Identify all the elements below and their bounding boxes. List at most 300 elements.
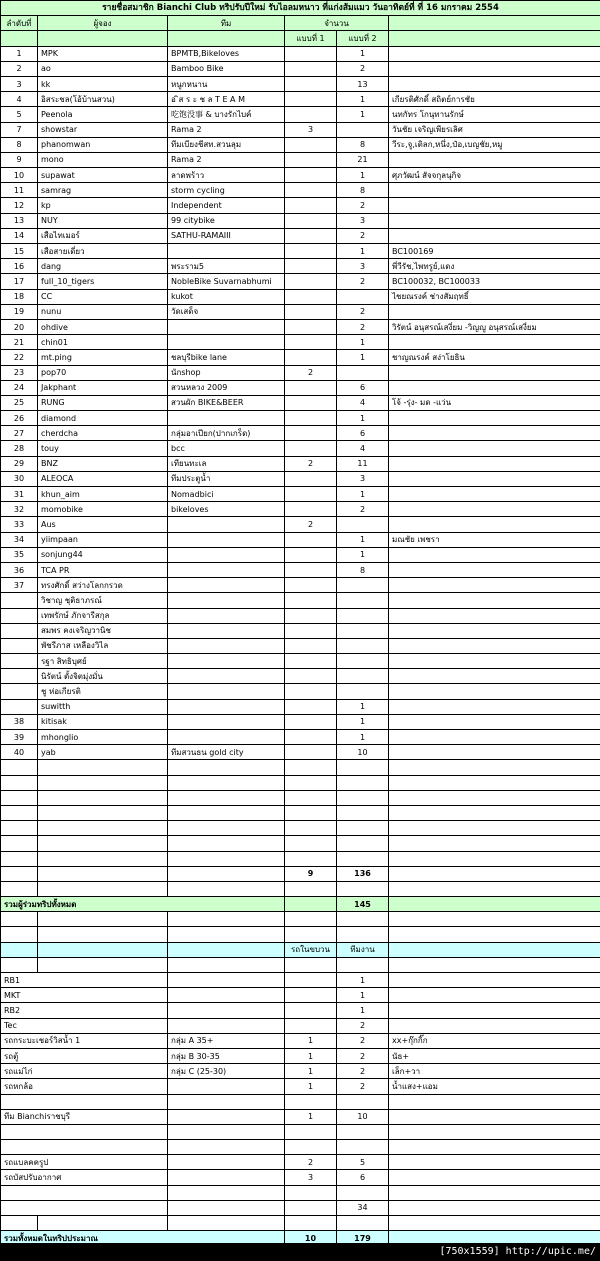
support-note: [389, 1140, 600, 1155]
team-name: [168, 319, 285, 334]
support-note: [389, 1109, 600, 1124]
note: ไชยณรงค์ ช่างสัมฤทธิ์: [389, 289, 600, 304]
row-number: [1, 684, 38, 699]
table-row: [1, 730, 600, 745]
support-vehicles: 1: [285, 1079, 337, 1094]
support-staff: 2: [337, 1064, 389, 1079]
table-row: [1, 562, 600, 577]
type2-count: 1: [337, 487, 389, 502]
note: [389, 335, 600, 350]
support-staff: 1: [337, 1003, 389, 1018]
team-name: [168, 562, 285, 577]
support-staff: [337, 1094, 389, 1109]
support-vehicles: 1: [285, 1048, 337, 1063]
type1-count: [285, 638, 337, 653]
team-name: หนูกหนาน: [168, 76, 285, 91]
row-number: 32: [1, 502, 38, 517]
team-name: วัดเสด็จ: [168, 304, 285, 319]
support-name: [1, 1200, 168, 1215]
booker-name: NUY: [38, 213, 168, 228]
type1-count: [285, 471, 337, 486]
team-name: [168, 335, 285, 350]
team-name: [168, 578, 285, 593]
note: [389, 684, 600, 699]
support-staff: 2: [337, 1079, 389, 1094]
blank-row: [1, 790, 600, 805]
support-staff: 2: [337, 1048, 389, 1063]
note: [389, 502, 600, 517]
type1-count: [285, 532, 337, 547]
support-name: RB1: [1, 973, 168, 988]
blank-row: [1, 927, 600, 942]
team-name: [168, 714, 285, 729]
table-row: [1, 244, 600, 259]
note: [389, 669, 600, 684]
type2-count: 11: [337, 456, 389, 471]
note: [389, 593, 600, 608]
support-name: [1, 1094, 168, 1109]
team-name: SATHU-RAMAIII: [168, 228, 285, 243]
note: [389, 547, 600, 562]
team-name: ทีมสวนธน gold city: [168, 745, 285, 760]
note: [389, 213, 600, 228]
type2-count: [337, 289, 389, 304]
booker-name: diamond: [38, 411, 168, 426]
row-number: 1: [1, 46, 38, 61]
type2-count: 1: [337, 714, 389, 729]
row-number: 30: [1, 471, 38, 486]
row-number: 15: [1, 244, 38, 259]
type2-count: 1: [337, 699, 389, 714]
header-team: ทีม: [168, 16, 285, 31]
team-name: [168, 411, 285, 426]
support-row: [1, 1033, 600, 1048]
note: [389, 441, 600, 456]
table-row: [1, 319, 600, 334]
type1-count: 2: [285, 365, 337, 380]
type2-count: 1: [337, 244, 389, 259]
row-number: [1, 638, 38, 653]
team-name: ชลบุรีbike lane: [168, 350, 285, 365]
support-staff: [337, 1185, 389, 1200]
note: [389, 608, 600, 623]
note: [389, 456, 600, 471]
note: [389, 46, 600, 61]
table-row: [1, 426, 600, 441]
booker-name: ohdive: [38, 319, 168, 334]
note: [389, 654, 600, 669]
support-vehicles: [285, 1003, 337, 1018]
type1-count: [285, 319, 337, 334]
support-staff: 1: [337, 973, 389, 988]
booker-name: ทรงศักดิ์ สว่างโลกกรวด: [38, 578, 168, 593]
note: [389, 380, 600, 395]
booker-name: momobike: [38, 502, 168, 517]
table-row: [1, 745, 600, 760]
table-row: [1, 304, 600, 319]
team-name: Rama 2: [168, 152, 285, 167]
row-number: 16: [1, 259, 38, 274]
type2-count: 2: [337, 502, 389, 517]
support-name: ทีม Bianchiราชบุรี: [1, 1109, 168, 1124]
booker-name: Aus: [38, 517, 168, 532]
type1-count: [285, 213, 337, 228]
table-row: [1, 517, 600, 532]
type1-count: [285, 46, 337, 61]
blank-row: [1, 760, 600, 775]
row-number: 37: [1, 578, 38, 593]
type2-count: 6: [337, 426, 389, 441]
type2-count: 4: [337, 441, 389, 456]
type1-count: [285, 380, 337, 395]
table-row: [1, 76, 600, 91]
type2-count: 4: [337, 395, 389, 410]
type2-count: 3: [337, 259, 389, 274]
support-header-row: [1, 942, 600, 957]
team-name: [168, 593, 285, 608]
booker-name: รฐา สิทธิบุศย์: [38, 654, 168, 669]
support-vehicles: 1: [285, 1064, 337, 1079]
team-name: Nomadbici: [168, 487, 285, 502]
type1-count: [285, 441, 337, 456]
table-row: [1, 441, 600, 456]
type1-count: [285, 107, 337, 122]
booker-name: khun_aim: [38, 487, 168, 502]
support-vehicles: 1: [285, 1033, 337, 1048]
type1-count: [285, 714, 337, 729]
support-vehicles: [285, 1018, 337, 1033]
type1-count: [285, 137, 337, 152]
support-note: xx+กุ๊กกิ๊ก: [389, 1033, 600, 1048]
note: วันชัย เจริญเพียรเลิศ: [389, 122, 600, 137]
team-name: พระราม5: [168, 259, 285, 274]
support-group: กลุ่ม C (25-30): [168, 1064, 285, 1079]
booker-name: touy: [38, 441, 168, 456]
type1-count: [285, 426, 337, 441]
table-row: [1, 456, 600, 471]
table-row: [1, 547, 600, 562]
team-name: สวนหลวง 2009: [168, 380, 285, 395]
row-number: 4: [1, 92, 38, 107]
type1-count: [285, 684, 337, 699]
table-row: [1, 638, 600, 653]
support-staff: 2: [337, 1033, 389, 1048]
type2-count: 1: [337, 335, 389, 350]
team-name: Rama 2: [168, 122, 285, 137]
table-row: [1, 578, 600, 593]
support-name: รถหกล้อ: [1, 1079, 168, 1094]
type1-count: [285, 152, 337, 167]
support-row: [1, 1048, 600, 1063]
type1-count: [285, 730, 337, 745]
support-staff: [337, 1140, 389, 1155]
note: [389, 304, 600, 319]
support-group: [168, 988, 285, 1003]
type1-count: 2: [285, 517, 337, 532]
support-note: [389, 973, 600, 988]
note: BC100169: [389, 244, 600, 259]
support-header-staff: ทีมงาน: [337, 942, 389, 957]
booker-name: chin01: [38, 335, 168, 350]
type2-count: 1: [337, 411, 389, 426]
blank-row: [1, 851, 600, 866]
sheet-title: รายชื่อสมาชิก Bianchi Club ทริปรับปีใหม่ รับไอลมหนาว ที่แก่งส้มแมว วันอาทิตย์ที่ ที่ 16 มกราคม 2554: [1, 1, 600, 16]
type2-count: 21: [337, 152, 389, 167]
booker-name: Peenola: [38, 107, 168, 122]
table-row: [1, 669, 600, 684]
note: [389, 152, 600, 167]
note: [389, 471, 600, 486]
support-name: [1, 1124, 168, 1139]
type1-count: [285, 699, 337, 714]
support-staff: [337, 1124, 389, 1139]
type2-count: [337, 365, 389, 380]
type1-count: [285, 502, 337, 517]
support-row: [1, 1109, 600, 1124]
booker-name: yab: [38, 745, 168, 760]
support-vehicles: 1: [285, 1109, 337, 1124]
booker-name: BNZ: [38, 456, 168, 471]
note: มณชัย เพชรา: [389, 532, 600, 547]
blank-row: [1, 1216, 600, 1231]
note: [389, 228, 600, 243]
note: [389, 365, 600, 380]
note: [389, 730, 600, 745]
booker-name: นิรัตน์ ตั้งจิตมุ่งมั่น: [38, 669, 168, 684]
row-number: [1, 623, 38, 638]
type2-count: 2: [337, 319, 389, 334]
booker-name: full_10_tigers: [38, 274, 168, 289]
booker-name: kp: [38, 198, 168, 213]
booker-name: อิสระชล(โอ้บ้านสวน): [38, 92, 168, 107]
team-name: storm cycling: [168, 183, 285, 198]
support-note: น้ำแสง+แอม: [389, 1079, 600, 1094]
table-row: [1, 654, 600, 669]
row-number: 34: [1, 532, 38, 547]
support-group: [168, 973, 285, 988]
support-name: รถแม่ไก่: [1, 1064, 168, 1079]
table-row: [1, 168, 600, 183]
type1-count: [285, 92, 337, 107]
support-row: [1, 1155, 600, 1170]
support-staff: 5: [337, 1155, 389, 1170]
support-row: [1, 1200, 600, 1215]
type1-count: [285, 76, 337, 91]
type2-count: 8: [337, 137, 389, 152]
booker-name: mhonglio: [38, 730, 168, 745]
table-row: [1, 137, 600, 152]
row-number: [1, 669, 38, 684]
row-number: 17: [1, 274, 38, 289]
team-name: 99 citybike: [168, 213, 285, 228]
support-staff: 10: [337, 1109, 389, 1124]
type2-count: 2: [337, 198, 389, 213]
type2-count: 1: [337, 168, 389, 183]
support-group: [168, 1124, 285, 1139]
note: [389, 578, 600, 593]
support-name: MKT: [1, 988, 168, 1003]
table-row: [1, 502, 600, 517]
blank-row: [1, 805, 600, 820]
support-name: รถบัสปรับอากาศ: [1, 1170, 168, 1185]
row-number: 27: [1, 426, 38, 441]
support-note: [389, 1155, 600, 1170]
table-row: [1, 228, 600, 243]
type2-count: 1: [337, 107, 389, 122]
table-row: [1, 471, 600, 486]
type1-count: [285, 350, 337, 365]
support-group: [168, 1185, 285, 1200]
team-name: Independent: [168, 198, 285, 213]
type1-count: [285, 654, 337, 669]
support-row: [1, 973, 600, 988]
type2-count: 2: [337, 274, 389, 289]
team-name: ลาดพร้าว: [168, 168, 285, 183]
booker-name: สมพร คงเจริญวานิช: [38, 623, 168, 638]
type2-count: 1: [337, 532, 389, 547]
support-row: [1, 1079, 600, 1094]
team-name: Bamboo Bike: [168, 61, 285, 76]
row-number: 14: [1, 228, 38, 243]
support-row: [1, 1170, 600, 1185]
type1-count: [285, 228, 337, 243]
team-name: [168, 623, 285, 638]
table-row: [1, 395, 600, 410]
note: [389, 638, 600, 653]
table-row: [1, 61, 600, 76]
table-row: [1, 107, 600, 122]
table-row: [1, 46, 600, 61]
subtotal-type2: 136: [337, 866, 389, 881]
team-name: 吃饱没事 & บางรักไบค์: [168, 107, 285, 122]
row-number: 23: [1, 365, 38, 380]
row-number: 10: [1, 168, 38, 183]
row-number: 35: [1, 547, 38, 562]
table-row: [1, 183, 600, 198]
table-row: [1, 699, 600, 714]
booker-name: mt.ping: [38, 350, 168, 365]
blank-row: [1, 836, 600, 851]
table-row: [1, 487, 600, 502]
note: ชาญณรงค์ สง่าโยธิน: [389, 350, 600, 365]
note: [389, 745, 600, 760]
support-vehicles: [285, 988, 337, 1003]
team-name: กลุ่มอาเปียก(ปากเกร็ด): [168, 426, 285, 441]
image-host-tag: [750x1559] http://upic.me/: [0, 1243, 600, 1261]
note: โจ้ -รุ่ง- มด -แว่น: [389, 395, 600, 410]
header-type2: แบบที่ 2: [337, 31, 389, 46]
team-name: สวนผัก BIKE&BEER: [168, 395, 285, 410]
note: [389, 699, 600, 714]
support-group: [168, 1155, 285, 1170]
row-number: 5: [1, 107, 38, 122]
type1-count: [285, 547, 337, 562]
support-staff: 1: [337, 988, 389, 1003]
booker-name: yiimpaan: [38, 532, 168, 547]
note: [389, 714, 600, 729]
row-number: 26: [1, 411, 38, 426]
support-group: [168, 1140, 285, 1155]
team-name: kukot: [168, 289, 285, 304]
team-name: [168, 669, 285, 684]
table-row: [1, 274, 600, 289]
booker-name: supawat: [38, 168, 168, 183]
type1-count: [285, 168, 337, 183]
row-number: 18: [1, 289, 38, 304]
table-row: [1, 623, 600, 638]
row-number: 28: [1, 441, 38, 456]
type2-count: 3: [337, 213, 389, 228]
booker-name: เสือไทเมอร์: [38, 228, 168, 243]
row-number: 20: [1, 319, 38, 334]
table-row: [1, 289, 600, 304]
type2-count: [337, 623, 389, 638]
type2-count: [337, 638, 389, 653]
table-row: [1, 213, 600, 228]
type2-count: 2: [337, 61, 389, 76]
type2-count: 2: [337, 304, 389, 319]
booker-name: TCA PR: [38, 562, 168, 577]
booker-name: CC: [38, 289, 168, 304]
support-note: นัธ+: [389, 1048, 600, 1063]
type1-count: [285, 395, 337, 410]
type1-count: [285, 745, 337, 760]
grand-total-vehicles: 10: [285, 1231, 337, 1246]
row-number: 12: [1, 198, 38, 213]
row-number: 31: [1, 487, 38, 502]
support-vehicles: 3: [285, 1170, 337, 1185]
note: [389, 183, 600, 198]
team-name: [168, 244, 285, 259]
support-name: รถแบลคครูป: [1, 1155, 168, 1170]
support-note: [389, 1170, 600, 1185]
team-name: [168, 638, 285, 653]
row-number: 2: [1, 61, 38, 76]
type1-count: 2: [285, 456, 337, 471]
team-name: [168, 517, 285, 532]
support-group: [168, 1003, 285, 1018]
note: [389, 76, 600, 91]
type2-count: [337, 593, 389, 608]
team-name: bikeloves: [168, 502, 285, 517]
note: [389, 426, 600, 441]
row-number: [1, 699, 38, 714]
support-name: RB2: [1, 1003, 168, 1018]
note: [389, 198, 600, 213]
team-name: นักshop: [168, 365, 285, 380]
type1-count: [285, 487, 337, 502]
type1-count: [285, 335, 337, 350]
table-row: [1, 365, 600, 380]
blank-row: [1, 821, 600, 836]
support-row: [1, 1140, 600, 1155]
row-number: 38: [1, 714, 38, 729]
type1-count: [285, 608, 337, 623]
booker-name: พัชรีภาส เหลืองวิไล: [38, 638, 168, 653]
support-vehicles: [285, 1200, 337, 1215]
type2-count: 1: [337, 547, 389, 562]
support-note: [389, 988, 600, 1003]
header-no: ลำดับที่: [1, 16, 38, 31]
support-note: เล็ก+วา: [389, 1064, 600, 1079]
support-group: [168, 1018, 285, 1033]
table-row: [1, 380, 600, 395]
row-number: [1, 654, 38, 669]
support-note: [389, 1018, 600, 1033]
row-number: 39: [1, 730, 38, 745]
booker-name: Jakphant: [38, 380, 168, 395]
type1-count: [285, 61, 337, 76]
